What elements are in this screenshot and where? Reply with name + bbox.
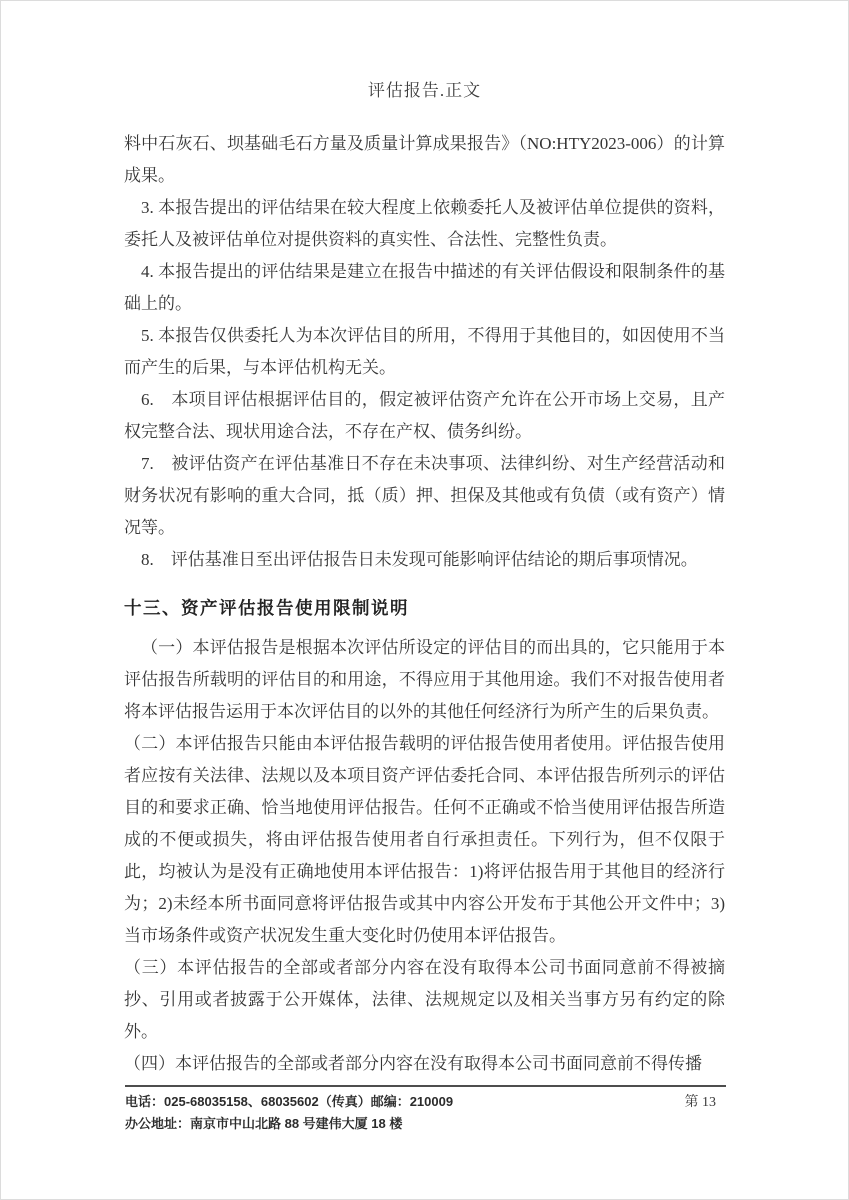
paragraph-item-7: 7. 被评估资产在评估基准日不存在未决事项、法律纠纷、对生产经营活动和财务状况有影响的重大合同，抵（质）押、担保及其他或有负债（或有资产）情况等。 xyxy=(124,454,725,537)
paragraph-item-4: 4. 本报告提出的评估结果是建立在报告中描述的有关评估假设和限制条件的基础上的。 xyxy=(124,262,725,313)
page-number: 第 13 xyxy=(684,1095,716,1110)
paragraph-sub-3: （三）本评估报告的全部或者部分内容在没有取得本公司书面同意前不得被摘抄、引用或者披露于公开媒体，法律、法规规定以及相关当事方另有约定的除外。 xyxy=(124,958,725,1041)
paragraph-sub-4: （四）本评估报告的全部或者部分内容在没有取得本公司书面同意前不得传播 xyxy=(124,1054,702,1073)
document-body xyxy=(124,128,725,1080)
paragraph-sub-2: （二）本评估报告只能由本评估报告载明的评估报告使用者使用。评估报告使用者应按有关法律、法规以及本项目资产评估委托合同、本评估报告所列示的评估目的和要求正确、恰当地使用评估报告。任何不正确或不恰当使用评估报告所造成的不便或损失，将由评估报告使用者自行承担责任。下列行为，但不仅限于此，均被认为是没有正确地使用本评估报告：1)将评估报告用于其他目的经济行为；2)未经本所书面同意将评估报告或其中内容公开发布于其他公开文件中；3)当市场条件或资产状况发生重大变化时仍使用本评估报告。 xyxy=(124,734,725,945)
page-footer xyxy=(125,1085,726,1134)
footer-contact-info: 电话：025-68035158、68035602（传真）邮编：210009 xyxy=(125,1094,454,1109)
paragraph-item-5: 5. 本报告仅供委托人为本次评估目的所用，不得用于其他目的，如因使用不当而产生的后果，与本评估机构无关。 xyxy=(124,326,725,377)
paragraph-sub-1: （一）本评估报告是根据本次评估所设定的评估目的而出具的，它只能用于本评估报告所载明的评估目的和用途，不得应用于其他用途。我们不对报告使用者将本评估报告运用于本次评估目的以外的其他任何经济行为所产生的后果负责。 xyxy=(124,638,725,721)
paragraph-item-3: 3. 本报告提出的评估结果在较大程度上依赖委托人及被评估单位提供的资料，委托人及被评估单位对提供资料的真实性、合法性、完整性负责。 xyxy=(124,198,725,249)
footer-office-address: 办公地址：南京市中山北路 88 号建伟大厦 18 楼 xyxy=(125,1116,403,1131)
page-title: 评估报告.正文 xyxy=(367,81,482,100)
section-heading-usage-restrictions: 十三、资产评估报告使用限制说明 xyxy=(124,598,409,618)
paragraph-item-6: 6. 本项目评估根据评估目的，假定被评估资产允许在公开市场上交易，且产权完整合法、现状用途合法，不存在产权、债务纠纷。 xyxy=(124,390,725,441)
paragraph-continuation: 料中石灰石、坝基础毛石方量及质量计算成果报告》（NO:HTY2023-006）的计算成果。 xyxy=(124,134,725,185)
footer-row xyxy=(125,1091,726,1113)
paragraph-item-8: 8. 评估基准日至出评估报告日未发现可能影响评估结论的期后事项情况。 xyxy=(141,550,698,569)
